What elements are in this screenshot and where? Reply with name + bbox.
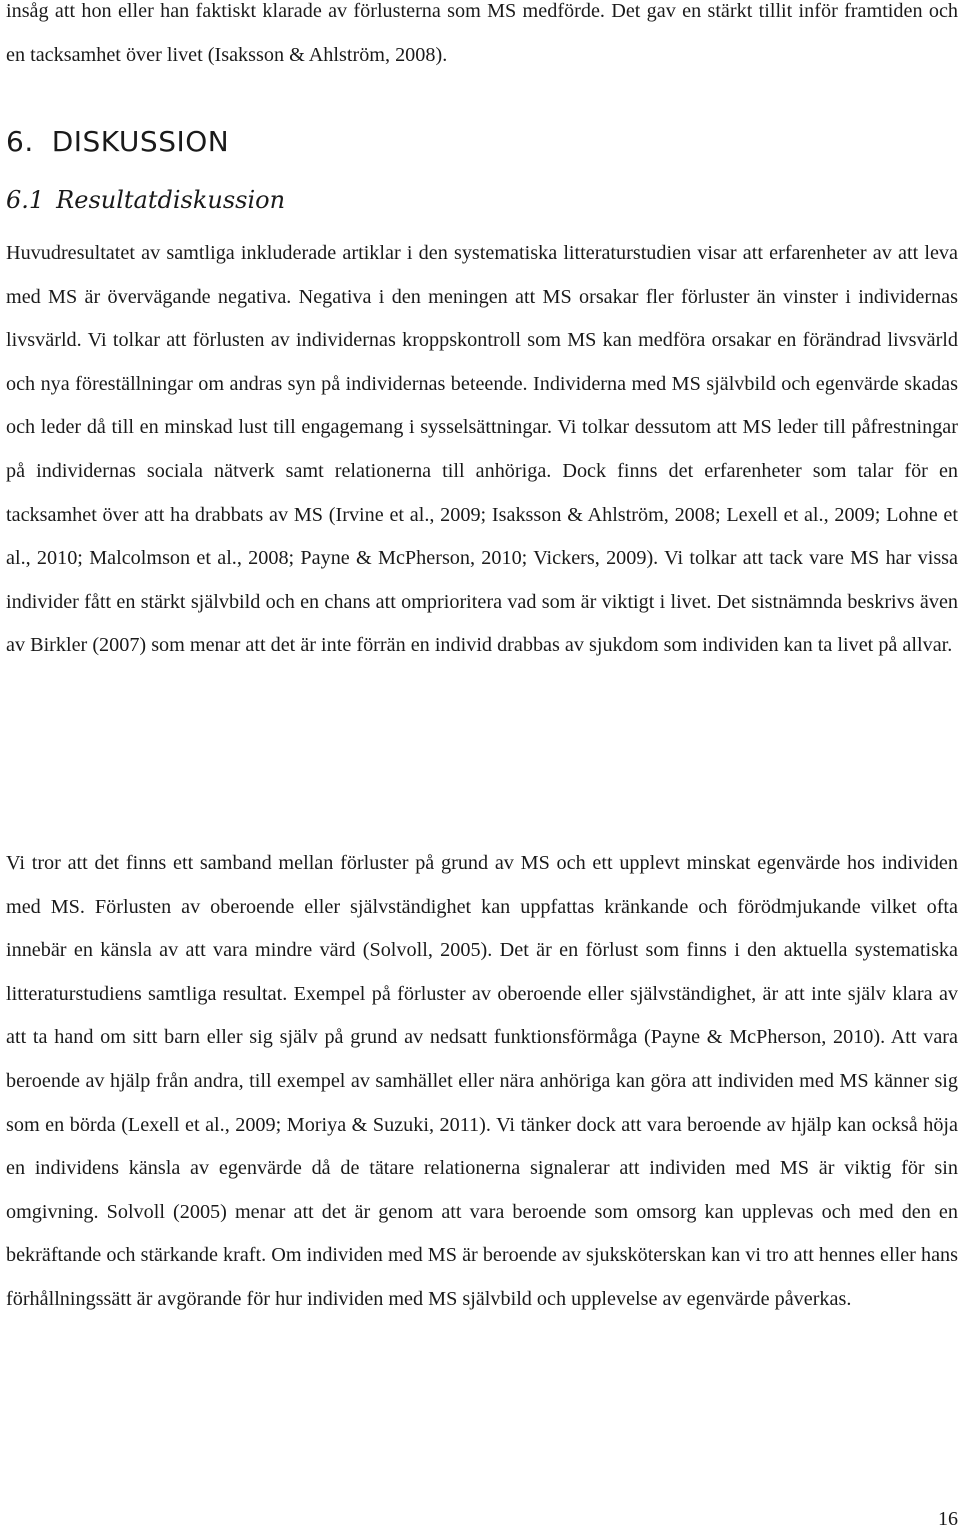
section-title: DISKUSSION <box>51 125 230 158</box>
section-heading <box>6 125 229 158</box>
subsection-number: 6.1 <box>6 186 45 214</box>
page-number: 16 <box>938 1508 958 1530</box>
body-paragraph-1: Huvudresultatet av samtliga inkluderade artiklar i den systematiska litteraturstudien visar att erfarenheter av att leva med MS är övervägande negativa. Negativa i den meningen att MS orsakar fler förluster än vinster i individernas livsvärld. Vi tolkar att förlusten av individernas kroppskontroll som MS kan medföra orsakar en förändrad livsvärld och nya föreställningar om andras syn på individernas beteende. Individerna med MS självbild och egenvärde skadas och leder då till en minskad lust till engagemang i sysselsättningar. Vi tolkar dessutom att MS leder till påfrestningar på individernas sociala nätverk samt relationerna till anhöriga. Dock finns det erfarenheter som talar för en tacksamhet över att ha drabbats av MS (Irvine et al., 2009; Isaksson & Ahlström, 2008; Lexell et al., 2009; Lohne et al., 2010; Malcolmson et al., 2008; Payne & McPherson, 2010; Vickers, 2009). Vi tolkar att tack vare MS har vissa individer fått en stärkt självbild och en chans att omprioritera vad som är viktigt i livet. Det sistnämnda beskrivs även av Birkler (2007) som menar att det är inte förrän en individ drabbas av sjukdom som individen kan ta livet på allvar. <box>6 242 958 657</box>
body-paragraph-2: Vi tror att det finns ett samband mellan förluster på grund av MS och ett upplevt minskat egenvärde hos individen med MS. Förlusten av oberoende eller självständighet kan uppfattas kränkande och förödmjukande vilket ofta innebär en känsla av att vara mindre värd (Solvoll, 2005). Det är en förlust som finns i den aktuella systematiska litteraturstudiens samtliga resultat. Exempel på förluster av oberoende eller självständighet, är att inte själv klara av att ta hand om sitt barn eller sig själv på grund av nedsatt funktionsförmåga (Payne & McPherson, 2010). Att vara beroende av hjälp från andra, till exempel av samhället eller nära anhöriga kan göra att individen med MS känner sig som en börda (Lexell et al., 2009; Moriya & Suzuki, 2011). Vi tänker dock att vara beroende av hjälp kan också höja en individens känsla av egenvärde då de tätare relationerna signalerar att individen med MS är viktig för sin omgivning. Solvoll (2005) menar att det är genom att vara beroende som omsorg kan upplevas och med den en bekräftande och stärkande kraft. Om individen med MS är beroende av sjuksköterskan kan vi tro att hennes eller hans förhållningssätt är avgörande för hur individen med MS självbild och upplevelse av egenvärde påverkas. <box>6 852 958 1310</box>
subsection-heading <box>6 186 285 214</box>
section-number: 6. <box>6 125 34 158</box>
subsection-title: Resultatdiskussion <box>56 186 286 214</box>
continuation-paragraph: insåg att hon eller han faktiskt klarade av förlusterna som MS medförde. Det gav en stärkt tillit inför framtiden och en tacksamhet över livet (Isaksson & Ahlström, 2008). <box>6 0 958 66</box>
